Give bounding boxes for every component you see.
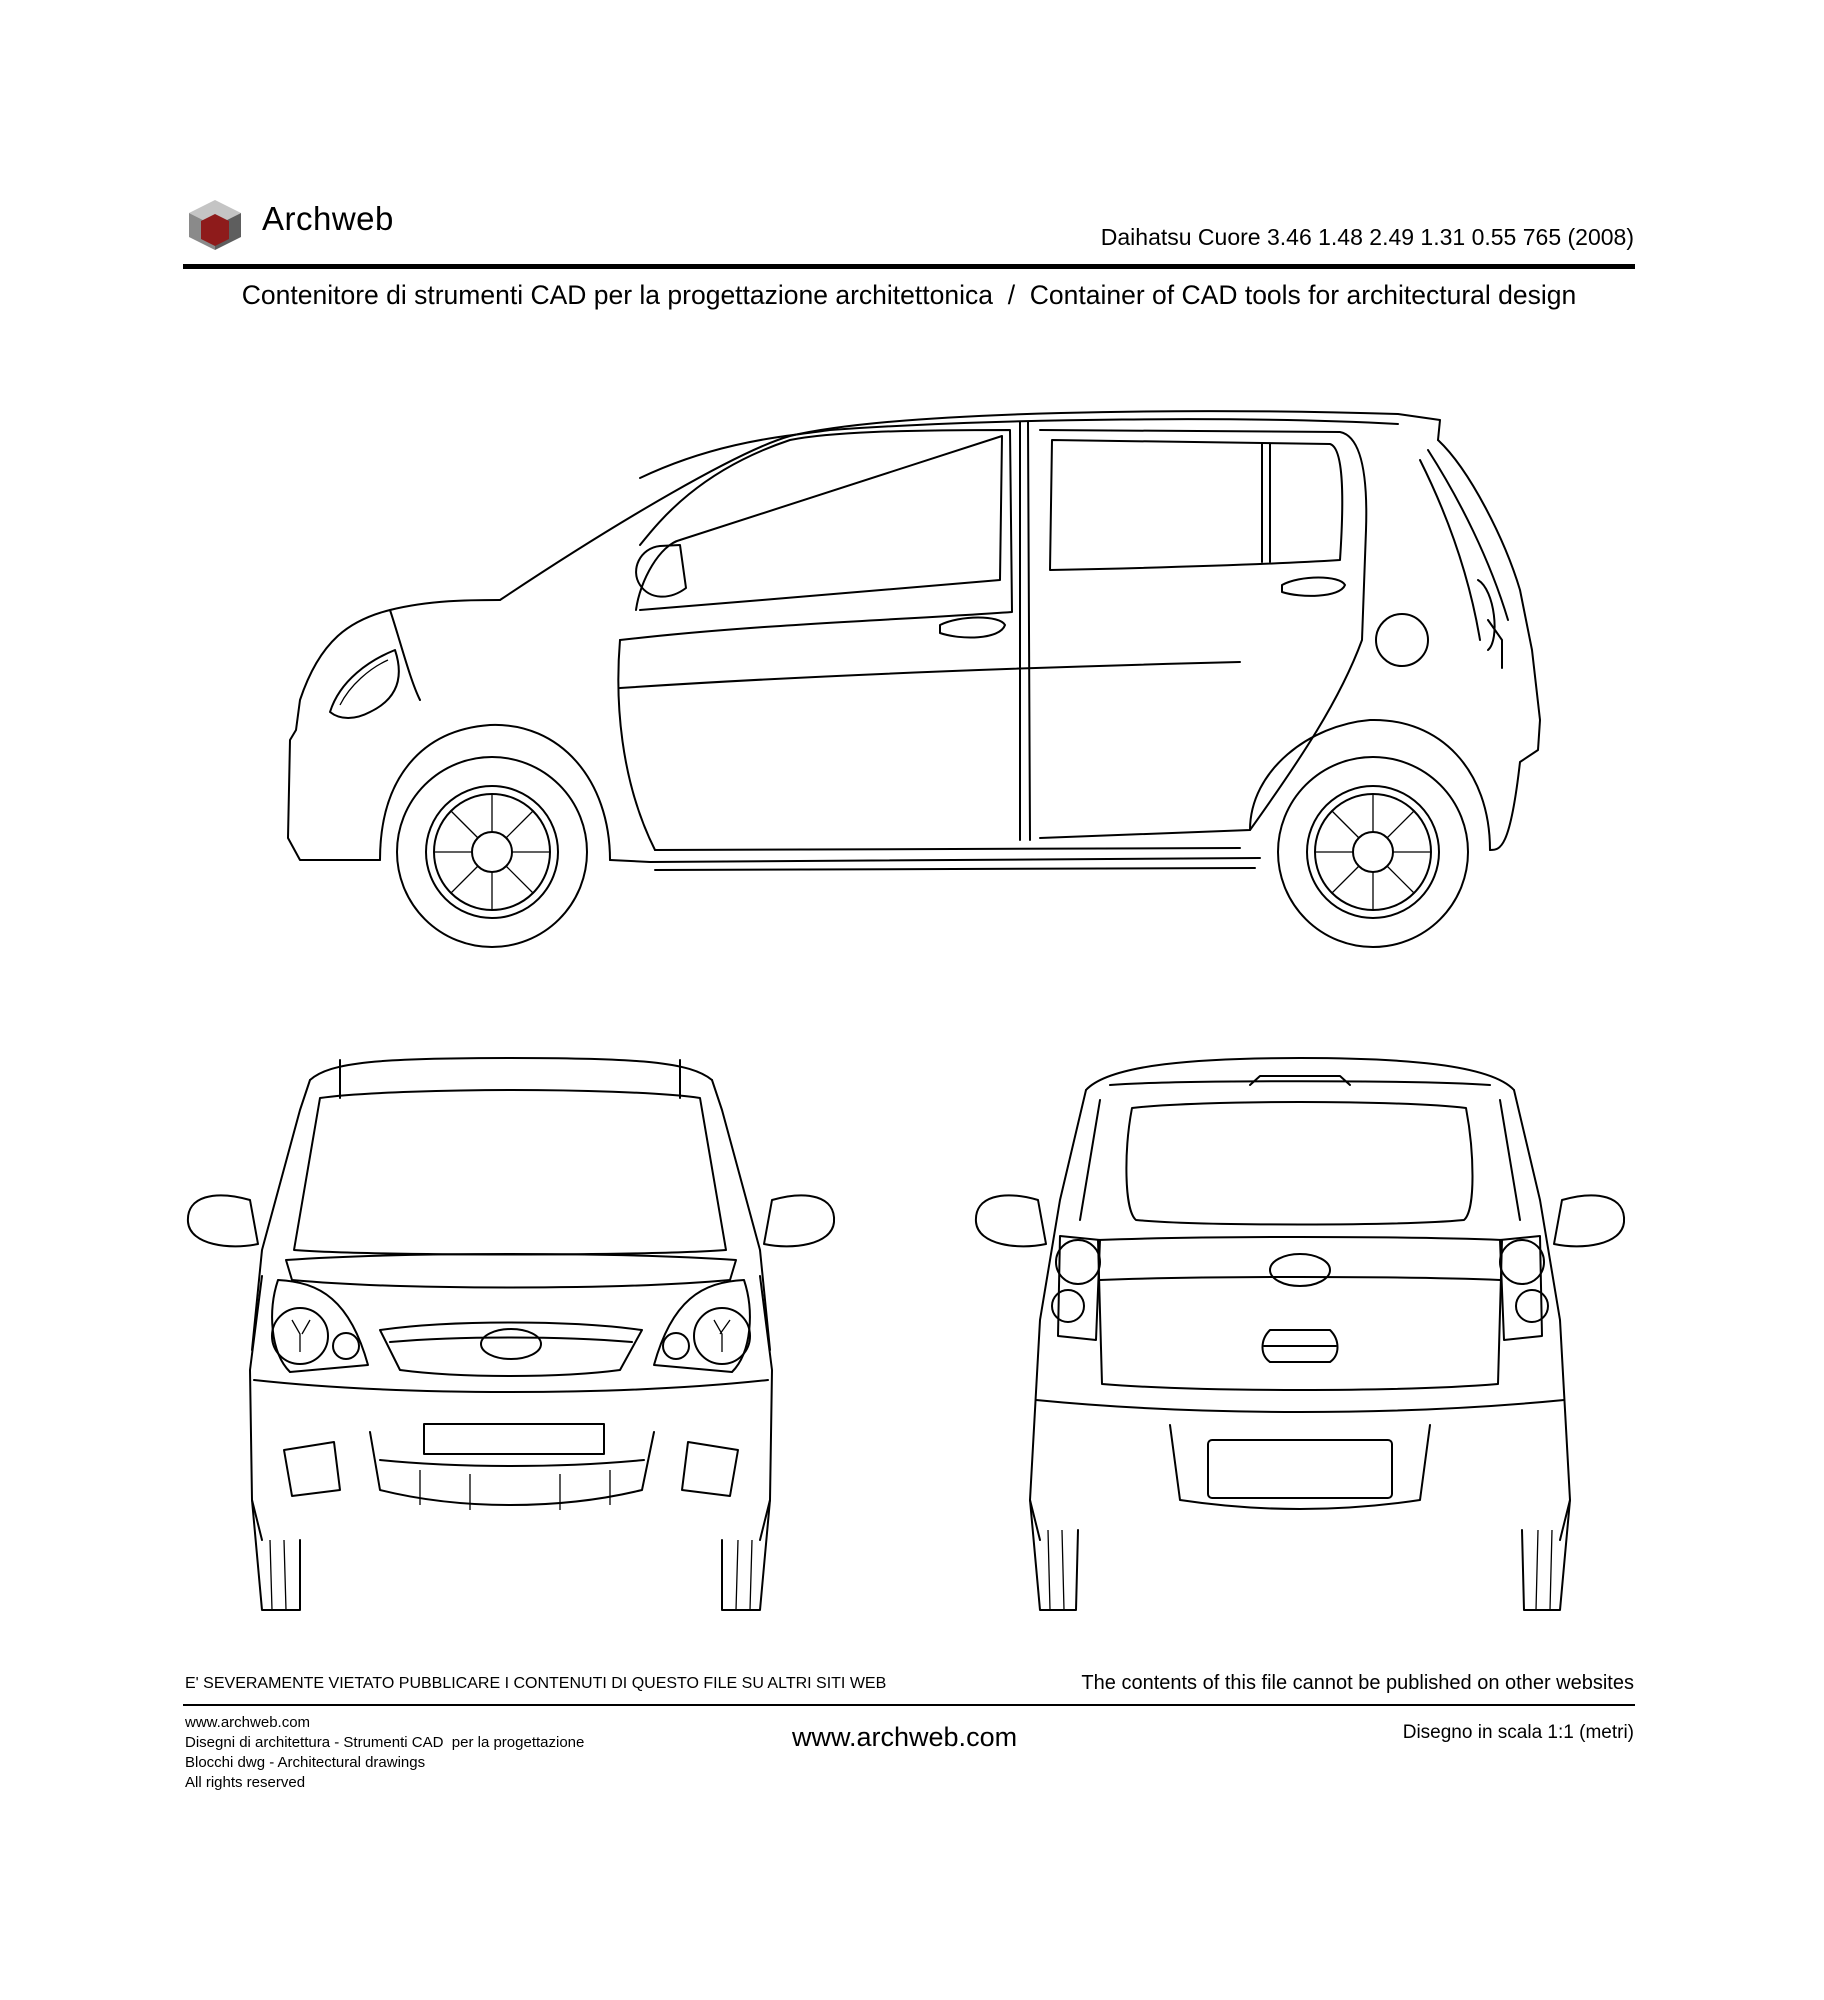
footer-line-disegni: Disegni di architettura - Strumenti CAD per la progettazione — [185, 1734, 585, 1751]
warning-italian: E' SEVERAMENTE VIETATO PUBBLICARE I CONTENUTI DI QUESTO FILE SU ALTRI SITI WEB — [185, 1675, 887, 1692]
footer-website: www.archweb.com — [792, 1722, 1018, 1752]
footer-scale: Disegno in scala 1:1 (metri) — [1402, 1722, 1634, 1743]
page-subtitle: Contenitore di strumenti CAD per la progettazione architettonica / Container of CAD tools for architectural design — [241, 280, 1577, 310]
rear-view — [976, 1058, 1624, 1610]
side-view — [288, 411, 1540, 947]
footer-line-rights: All rights reserved — [185, 1774, 306, 1791]
model-specs: Daihatsu Cuore 3.46 1.48 2.49 1.31 0.55 765 (2008) — [1100, 224, 1634, 250]
footer-divider — [183, 1704, 1635, 1706]
footer-line-url: www.archweb.com — [185, 1714, 311, 1731]
footer-line-blocchi: Blocchi dwg - Architectural drawings — [185, 1754, 426, 1771]
front-view — [188, 1058, 834, 1610]
footer-info — [185, 1713, 584, 1793]
warning-english: The contents of this file cannot be published on other websites — [1081, 1672, 1634, 1694]
brand-name: Archweb — [262, 200, 394, 237]
